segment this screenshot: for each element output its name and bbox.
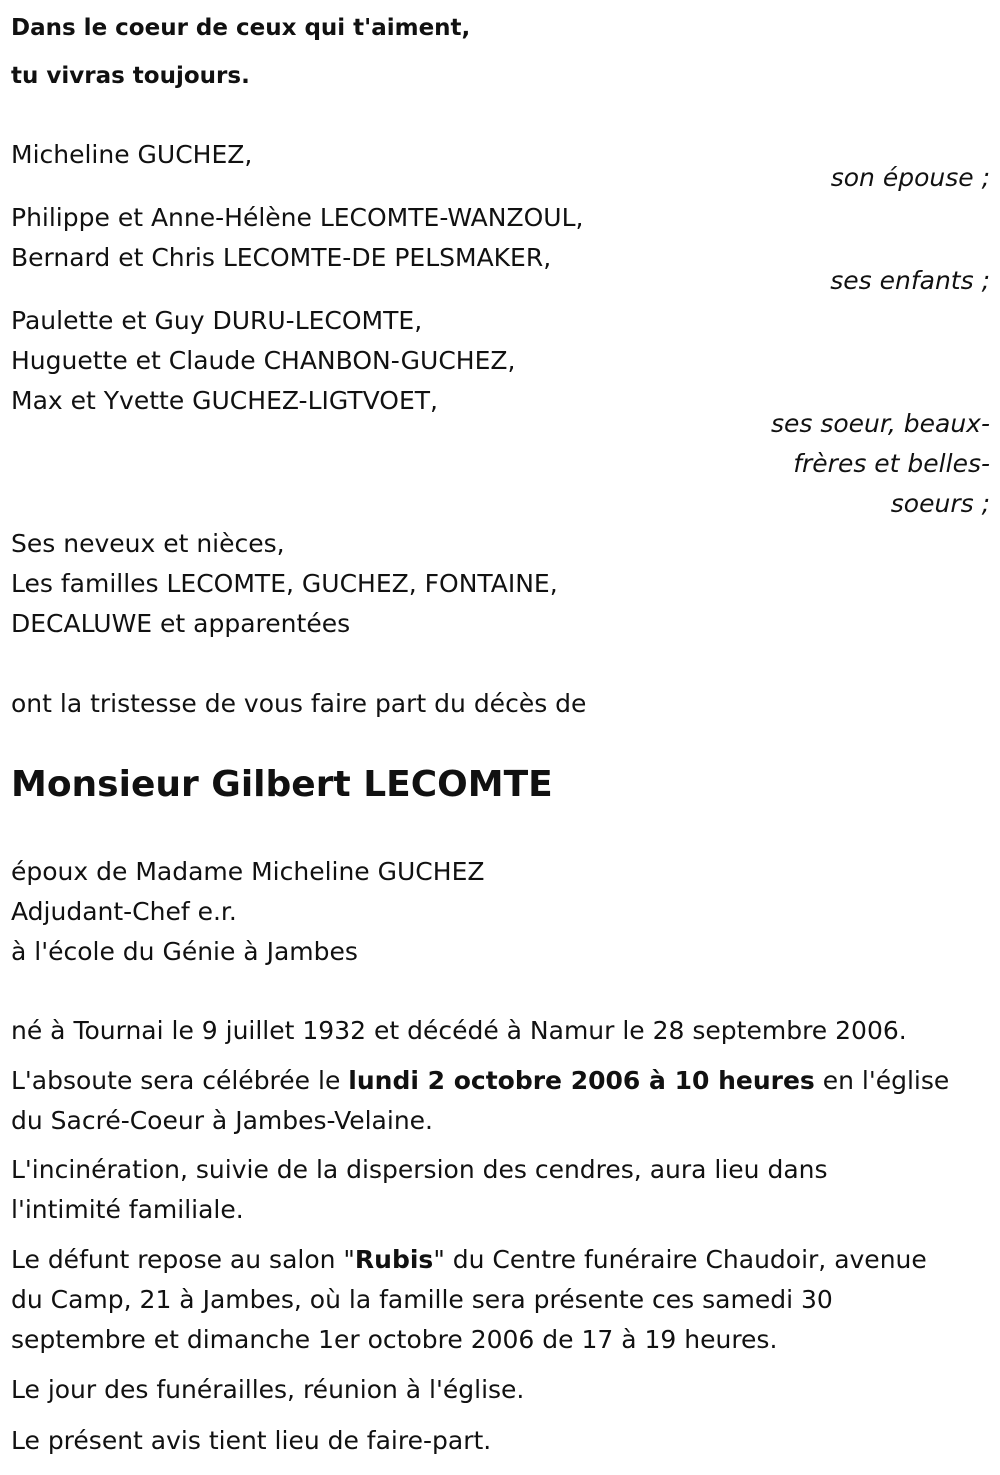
others-line: Les familles LECOMTE, GUCHEZ, FONTAINE, bbox=[11, 569, 558, 598]
epigraph-line-2: tu vivras toujours. bbox=[11, 63, 250, 89]
spouse-name: Micheline GUCHEZ, bbox=[11, 140, 253, 169]
ceremony-line-1 bbox=[11, 1061, 990, 1101]
ceremony-suffix: en l'église bbox=[814, 1066, 950, 1095]
birth-death-text: né à Tournai le 9 juillet 1932 et décédé à Namur le 28 septembre 2006. bbox=[11, 1016, 907, 1045]
siblings-relation-line: ses soeur, beaux- bbox=[770, 409, 990, 438]
epigraph bbox=[11, 4, 990, 100]
spouse-relation-wrap bbox=[11, 158, 990, 198]
others-section bbox=[11, 524, 990, 644]
funeral-day-section bbox=[11, 1370, 990, 1410]
sibling-name: Max et Yvette GUCHEZ-LIGTVOET, bbox=[11, 386, 438, 415]
details-section bbox=[11, 852, 990, 972]
birth-death-section bbox=[11, 1011, 990, 1051]
visitation-line-2: du Camp, 21 à Jambes, où la famille sera présente ces samedi 30 bbox=[11, 1285, 833, 1314]
announcement-section bbox=[11, 684, 990, 724]
notice-text: Le présent avis tient lieu de faire-part. bbox=[11, 1426, 492, 1455]
siblings-relation-line: frères et belles- bbox=[793, 449, 990, 478]
visitation-line-3: septembre et dimanche 1er octobre 2006 de 17 à 19 heures. bbox=[11, 1325, 778, 1354]
visitation-line-1 bbox=[11, 1240, 990, 1280]
visitation-prefix: Le défunt repose au salon " bbox=[11, 1245, 355, 1274]
siblings-section bbox=[11, 301, 990, 421]
visitation-suffix: " du Centre funéraire Chaudoir, avenue bbox=[433, 1245, 927, 1274]
children-relation-wrap bbox=[11, 261, 990, 301]
deceased-section bbox=[11, 761, 990, 809]
deceased-name: Monsieur Gilbert LECOMTE bbox=[11, 764, 553, 805]
cremation-line: l'intimité familiale. bbox=[11, 1195, 244, 1224]
detail-line: Adjudant-Chef e.r. bbox=[11, 897, 237, 926]
spouse-relation: son épouse ; bbox=[830, 163, 990, 192]
siblings-relation-wrap bbox=[11, 404, 990, 524]
ceremony-line-2: du Sacré-Coeur à Jambes-Velaine. bbox=[11, 1106, 433, 1135]
visitation-section bbox=[11, 1240, 990, 1360]
detail-line: à l'école du Génie à Jambes bbox=[11, 937, 358, 966]
epigraph-line-1: Dans le coeur de ceux qui t'aiment, bbox=[11, 15, 471, 41]
siblings-relation-line: soeurs ; bbox=[890, 489, 990, 518]
funeral-day-text: Le jour des funérailles, réunion à l'église. bbox=[11, 1375, 525, 1404]
notice-section bbox=[11, 1421, 990, 1461]
sibling-name: Paulette et Guy DURU-LECOMTE, bbox=[11, 306, 423, 335]
salon-name: Rubis bbox=[354, 1245, 434, 1274]
cremation-line: L'incinération, suivie de la dispersion des cendres, aura lieu dans bbox=[11, 1155, 828, 1184]
children-relation: ses enfants ; bbox=[830, 266, 990, 295]
others-line: Ses neveux et nièces, bbox=[11, 529, 285, 558]
ceremony-section bbox=[11, 1061, 990, 1141]
announcement-text: ont la tristesse de vous faire part du décès de bbox=[11, 689, 587, 718]
child-name: Bernard et Chris LECOMTE-DE PELSMAKER, bbox=[11, 243, 552, 272]
cremation-section bbox=[11, 1150, 990, 1230]
detail-line: époux de Madame Micheline GUCHEZ bbox=[11, 857, 485, 886]
ceremony-date: lundi 2 octobre 2006 à 10 heures bbox=[348, 1066, 815, 1095]
child-name: Philippe et Anne-Hélène LECOMTE-WANZOUL, bbox=[11, 203, 584, 232]
ceremony-prefix: L'absoute sera célébrée le bbox=[11, 1066, 349, 1095]
others-line: DECALUWE et apparentées bbox=[11, 609, 351, 638]
sibling-name: Huguette et Claude CHANBON-GUCHEZ, bbox=[11, 346, 516, 375]
